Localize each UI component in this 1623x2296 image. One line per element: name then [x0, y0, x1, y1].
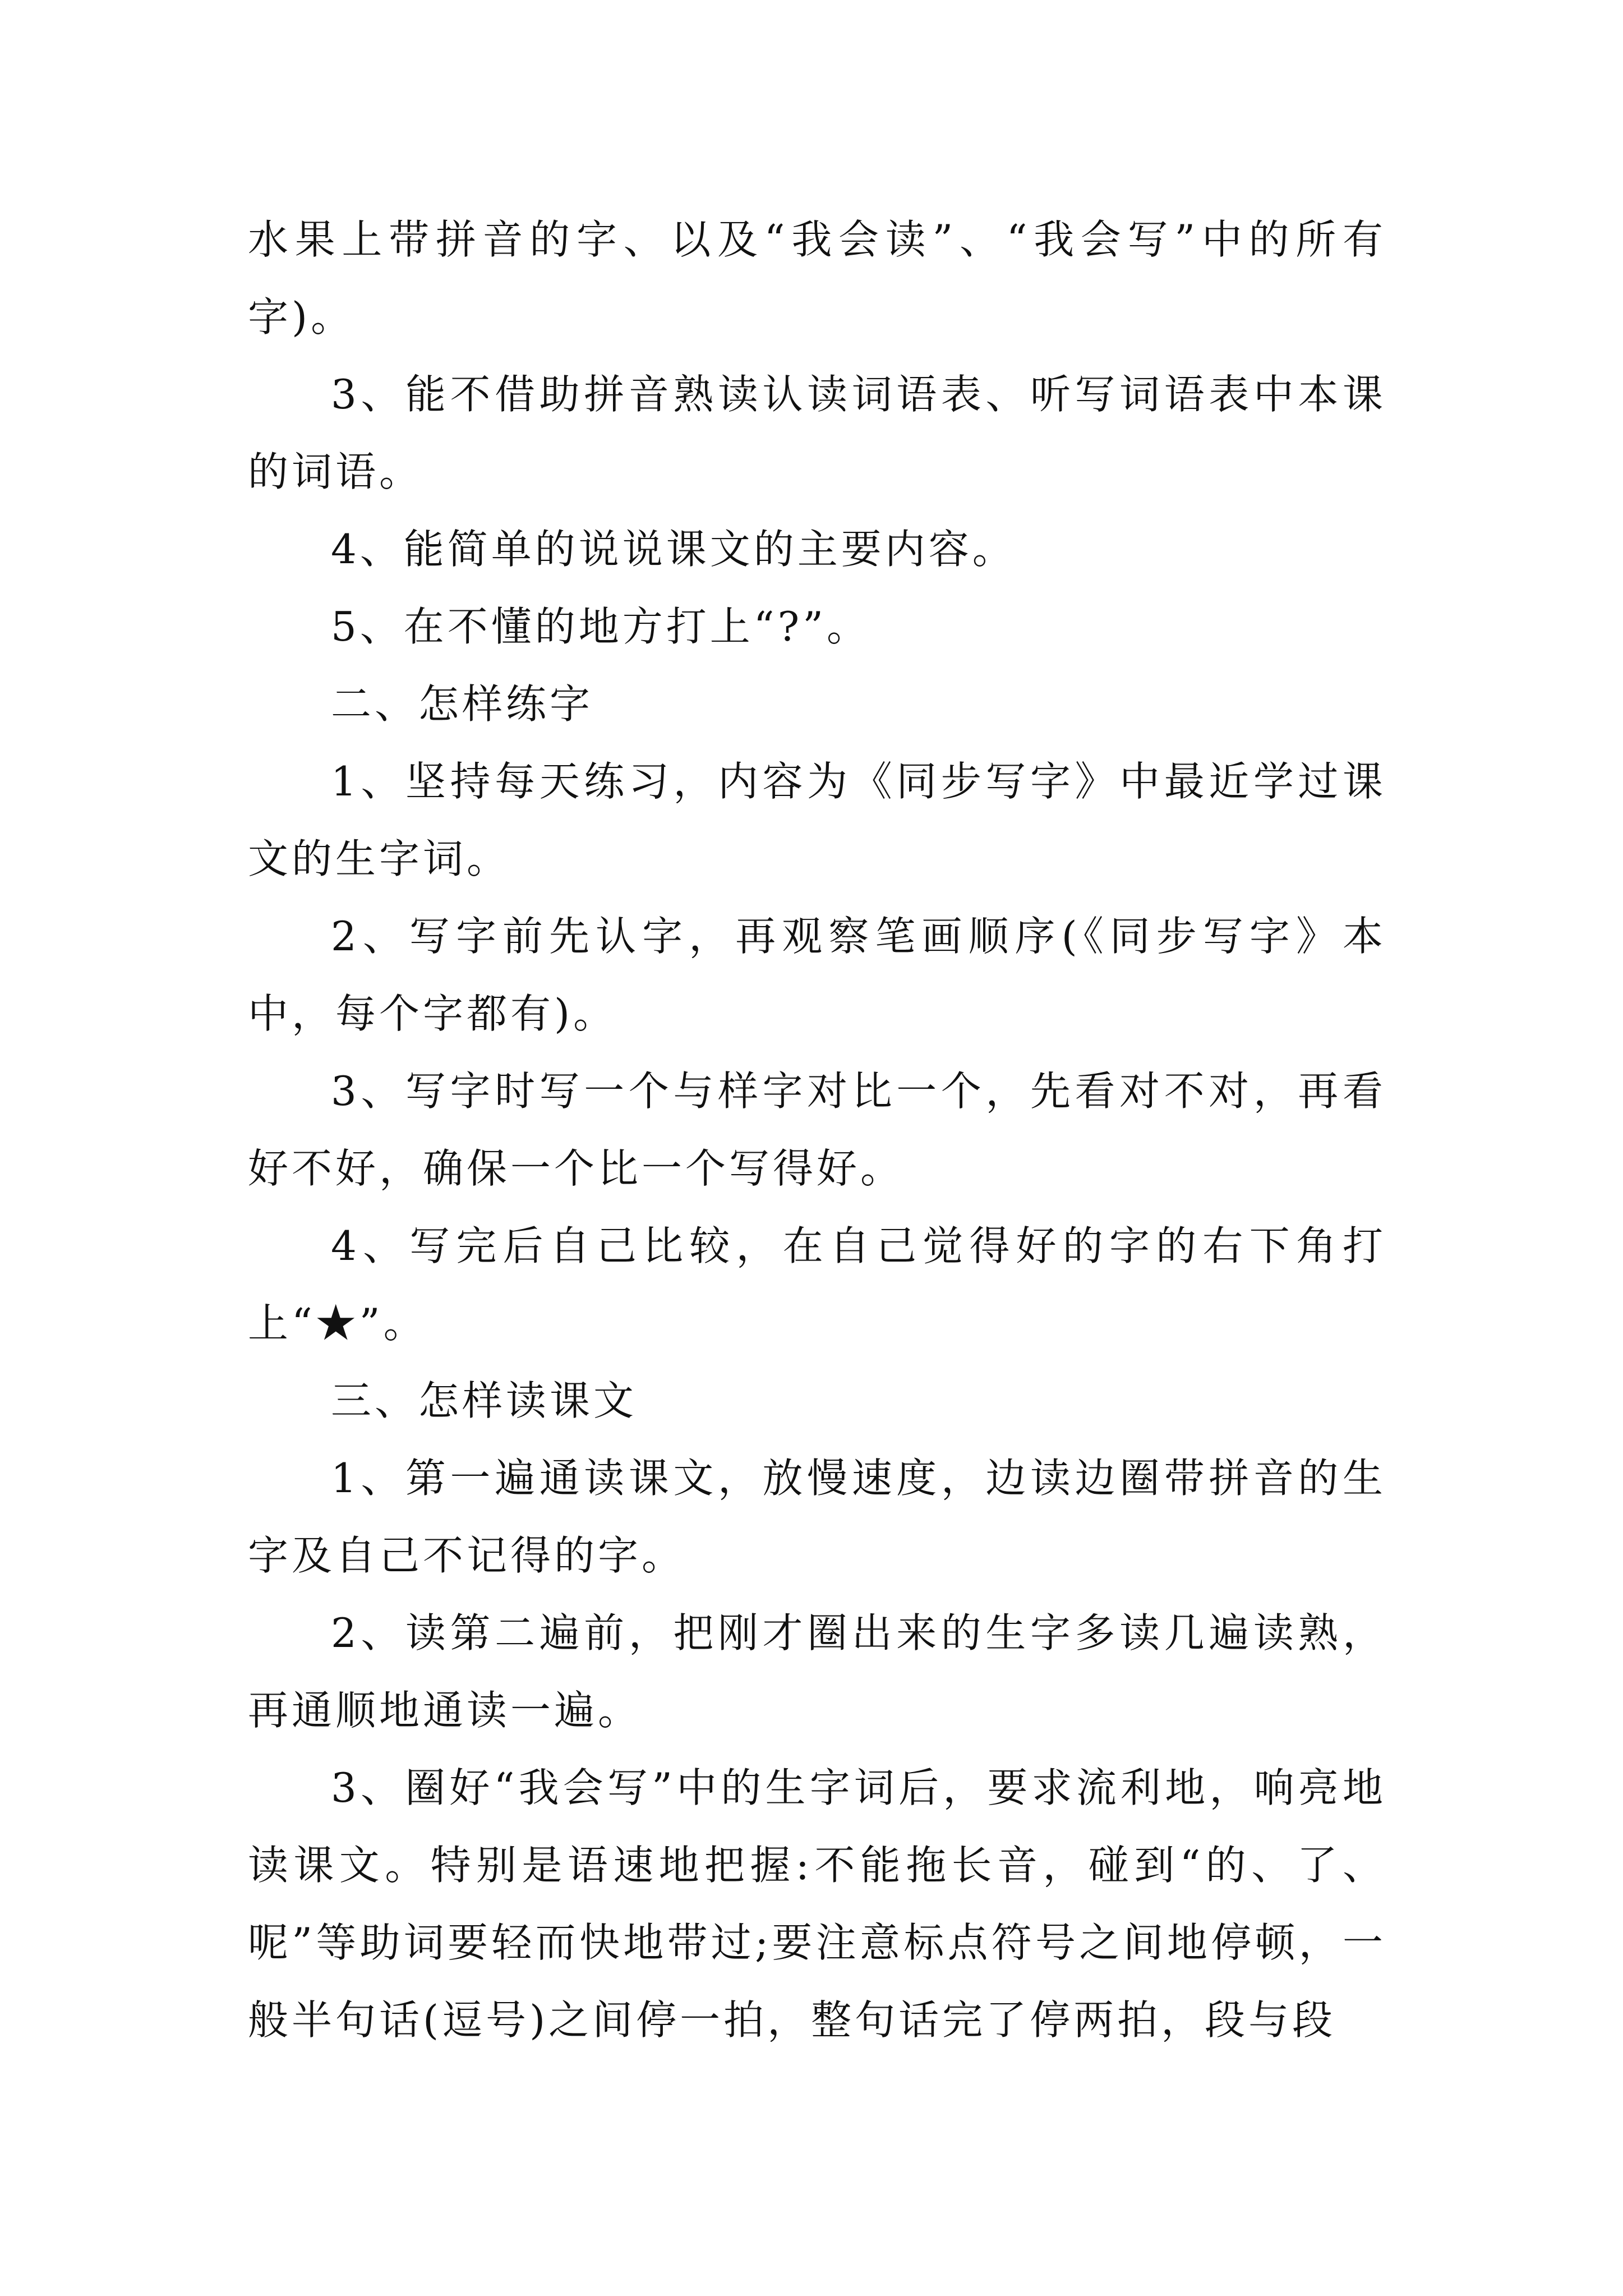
paragraph-item-4: 4、能简单的说说课文的主要内容。 — [331, 526, 1016, 573]
paragraph-item-4: 4、写完后自己比较，在自己觉得好的字的右下角打上“★”。 — [248, 1222, 1386, 1347]
paragraph-continuation: 水果上带拼音的字、以及“我会读”、“我会写”中的所有字)。 — [248, 216, 1386, 341]
paragraph-item-2: 2、读第二遍前，把刚才圈出来的生字多读几遍读熟，再通顺地通读一遍。 — [248, 1609, 1386, 1734]
paragraph-item-2: 2、写字前先认字，再观察笔画顺序(《同步写字》本中，每个字都有)。 — [248, 913, 1386, 1037]
section-heading-practice-writing: 二、怎样练字 — [331, 680, 594, 728]
paragraph-item-3: 3、写字时写一个与样字对比一个，先看对不对，再看好不好，确保一个比一个写得好。 — [248, 1068, 1386, 1192]
paragraph-item-1: 1、第一遍通读课文，放慢速度，边读边圈带拼音的生字及自己不记得的字。 — [248, 1455, 1386, 1579]
paragraph-item-1: 1、坚持每天练习，内容为《同步写字》中最近学过课文的生字词。 — [248, 758, 1386, 882]
paragraph-item-5: 5、在不懂的地方打上“?”。 — [331, 603, 871, 650]
section-heading-read-text: 三、怎样读课文 — [331, 1377, 638, 1424]
document-body — [248, 201, 1386, 2059]
paragraph-item-3: 3、圈好“我会写”中的生字词后，要求流利地，响亮地读课文。特别是语速地把握:不能拖长音，碰到“的、了、呢”等助词要轻而快地带过;要注意标点符号之间地停顿，一般半句话(逗号)之间停一拍，整句话完了停两拍，段与段 — [248, 1764, 1386, 2044]
paragraph-item-3: 3、能不借助拼音熟读认读词语表、听写词语表中本课的词语。 — [248, 371, 1386, 495]
